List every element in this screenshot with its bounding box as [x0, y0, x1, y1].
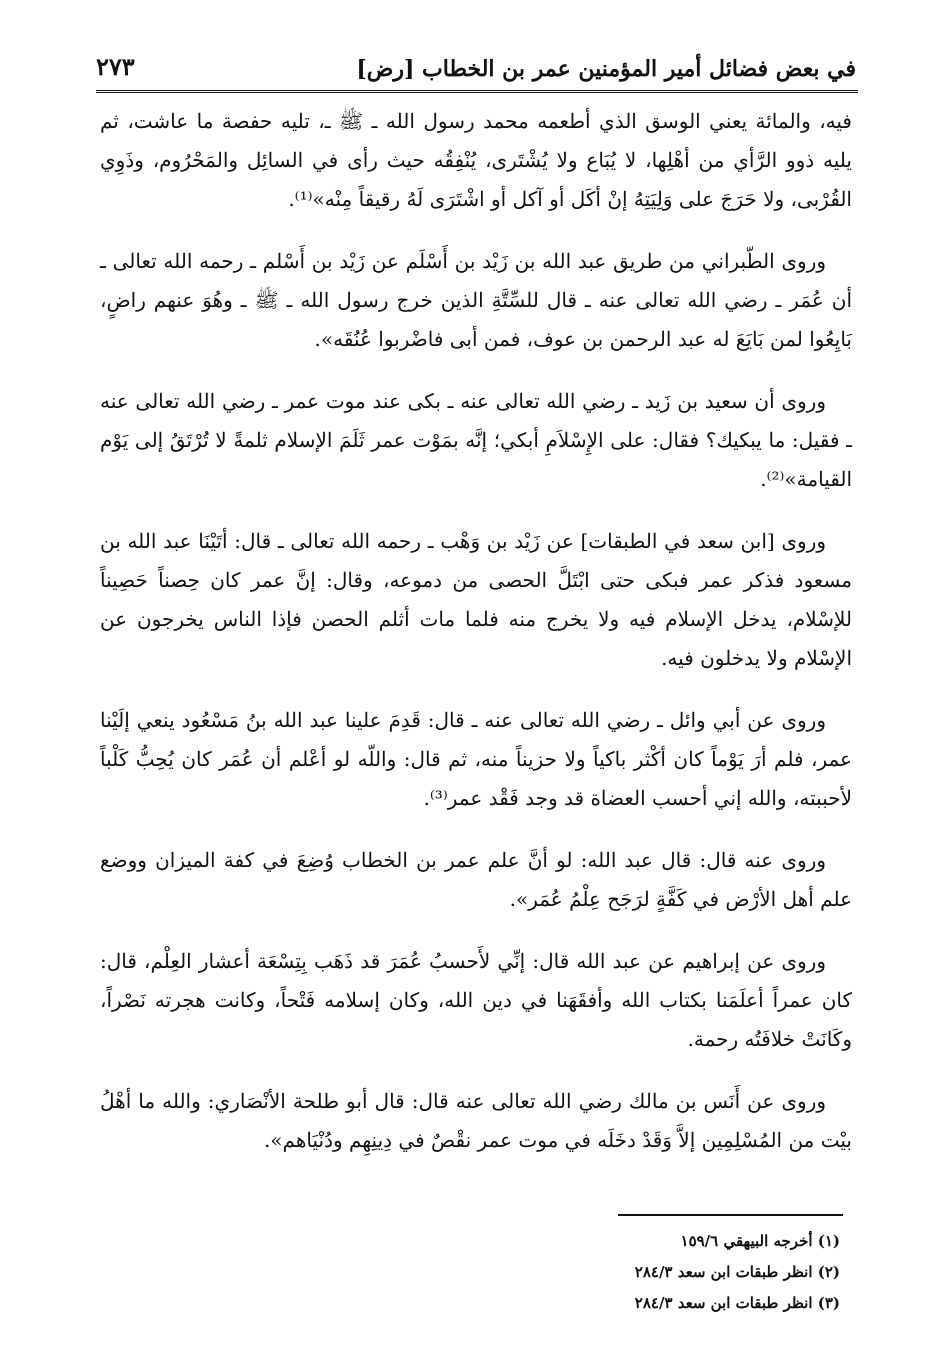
paragraph	[100, 242, 852, 359]
paragraph	[100, 382, 852, 499]
footnotes	[480, 1226, 840, 1319]
running-title: في بعض فضائل أمير المؤمنين عمر بن الخطاب [رض]	[356, 56, 856, 82]
page-header	[96, 42, 856, 90]
paragraph	[100, 102, 852, 219]
paragraph	[100, 942, 852, 1059]
page-number: ٢٧٣	[96, 52, 135, 81]
paragraph-text: وروى أن سعيد بن زَيد ـ رضي الله تعالى عنه ـ بكى عند موت عمر ـ رضي الله تعالى عنه ـ فقيل: ما يبكيك؟ فقال: على الإِسْلاَمِ أبكي؛ إنَّه بمَوْت عمر ثَلَمَ الإسلام ثلمةً لا تُرْتَقُ إلى يَوْم القيامة»⁽²⁾.	[100, 389, 852, 491]
paragraph-text: وروى عنه قال: قال عبد الله: لو أنَّ علم عمر بن الخطاب وُضِعَ في كفة الميزان ووضع علم أهل الأرْض في كَفَّةٍ لرَجَح عِلْمُ عُمَر».	[100, 848, 852, 911]
paragraph-text: وروى عن أبي وائل ـ رضي الله تعالى عنه ـ قال: قَدِمَ علينا عبد الله بنُ مَسْعُود ينعي إلَيْنا عمر، فلم أرَ يَوْماً كان أكْثر باكياً ولا حزيناً منه، ثم قال: واللّه لو أعْلم أن عُمَر كان يُحِبُّ كَلْباً لأحببته، والله إني أحسب العضاة قد وجد فَقْد عمر⁽³⁾.	[100, 708, 852, 810]
paragraph	[100, 522, 852, 678]
paragraph-text: وروى عن إبراهيم عن عبد الله قال: إنِّي لأَحسبُ عُمَرَ قد ذَهَب بِتِسْعَة أعشار العِلْم، قال: كان عمراً أعلَمَنا بكتاب الله وأفقَهَنا في دين الله، وكان إسلامه فَتْحاً، وكانت هجرته نَصْراً، وكَانَتْ خلافَتُه رحمة.	[100, 949, 852, 1051]
paragraph	[100, 841, 852, 919]
paragraph-text: وروى الطّبراني من طريق عبد الله بن زَيْد بن أَسْلَم عن زَيْد بن أَسْلم ـ رحمه الله تعالى ـ أن عُمَر ـ رضي الله تعالى عنه ـ قال للسِّتَّةِ الذين خرج رسول الله ـ ﷺ ـ وهُوَ عنهم راضٍ، بَايِعُوا لمن بَايَعَ له عبد الرحمن بن عوف، فمن أبى فاضْربوا عُنُقَه».	[100, 249, 852, 351]
paragraph-text: وروى عن أَنَس بن مالك رضي الله تعالى عنه قال: قال أبو طلحة الأنْصَاري: والله ما أهْلُ بيْت من المُسْلِمِين إلاَّ وَقَدْ دخَلَه في موت عمر نقْصٌ في دِينِهِم ودُنْيَاهم».	[100, 1089, 852, 1152]
footnote-divider	[618, 1214, 843, 1216]
header-divider	[96, 90, 858, 93]
body-text	[100, 102, 852, 1183]
paragraph	[100, 701, 852, 818]
footnote: (٣) انظر طبقات ابن سعد ٢٨٤/٣	[634, 1294, 840, 1312]
paragraph-text: وروى [ابن سعد في الطبقات] عن زَيْد بن وَهْب ـ رحمه الله تعالى ـ قال: أتَيْنَا عبد الله بن مسعود فذكر عمر فبكى حتى ابْتَلَّ الحصى من دموعه، وقال: إنَّ عمر كان حِصناً حَصِيناً للإسْلام، يدخل الإسلام فيه ولا يخرج منه فلما مات أثلم الحصن فإذا الناس يخرجون عن الإسْلام ولا يدخلون فيه.	[100, 529, 852, 670]
footnote: (١) أخرجه البيهقي ١٥٩/٦	[680, 1232, 840, 1250]
paragraph-text: فيه، والمائة يعني الوسق الذي أطعمه محمد رسول الله ـ ﷺ ـ، تليه حفصة ما عاشت، ثم يليه ذوو الرَّأي من أهْلِها، لا يُبَاع ولا يُشْتَرى، يُنْفِقُه حيث رأى في السائِل والمَحْرُوم، وذَوِي القُرْبى، ولا حَرَجَ على وَلِيَتِهُ إنْ أكَل أو آكل أو اشْتَرَى لَهُ رقيقاً مِنْه»⁽¹⁾.	[100, 109, 852, 211]
paragraph	[100, 1082, 852, 1160]
footnote: (٢) انظر طبقات ابن سعد ٢٨٤/٣	[634, 1263, 840, 1281]
